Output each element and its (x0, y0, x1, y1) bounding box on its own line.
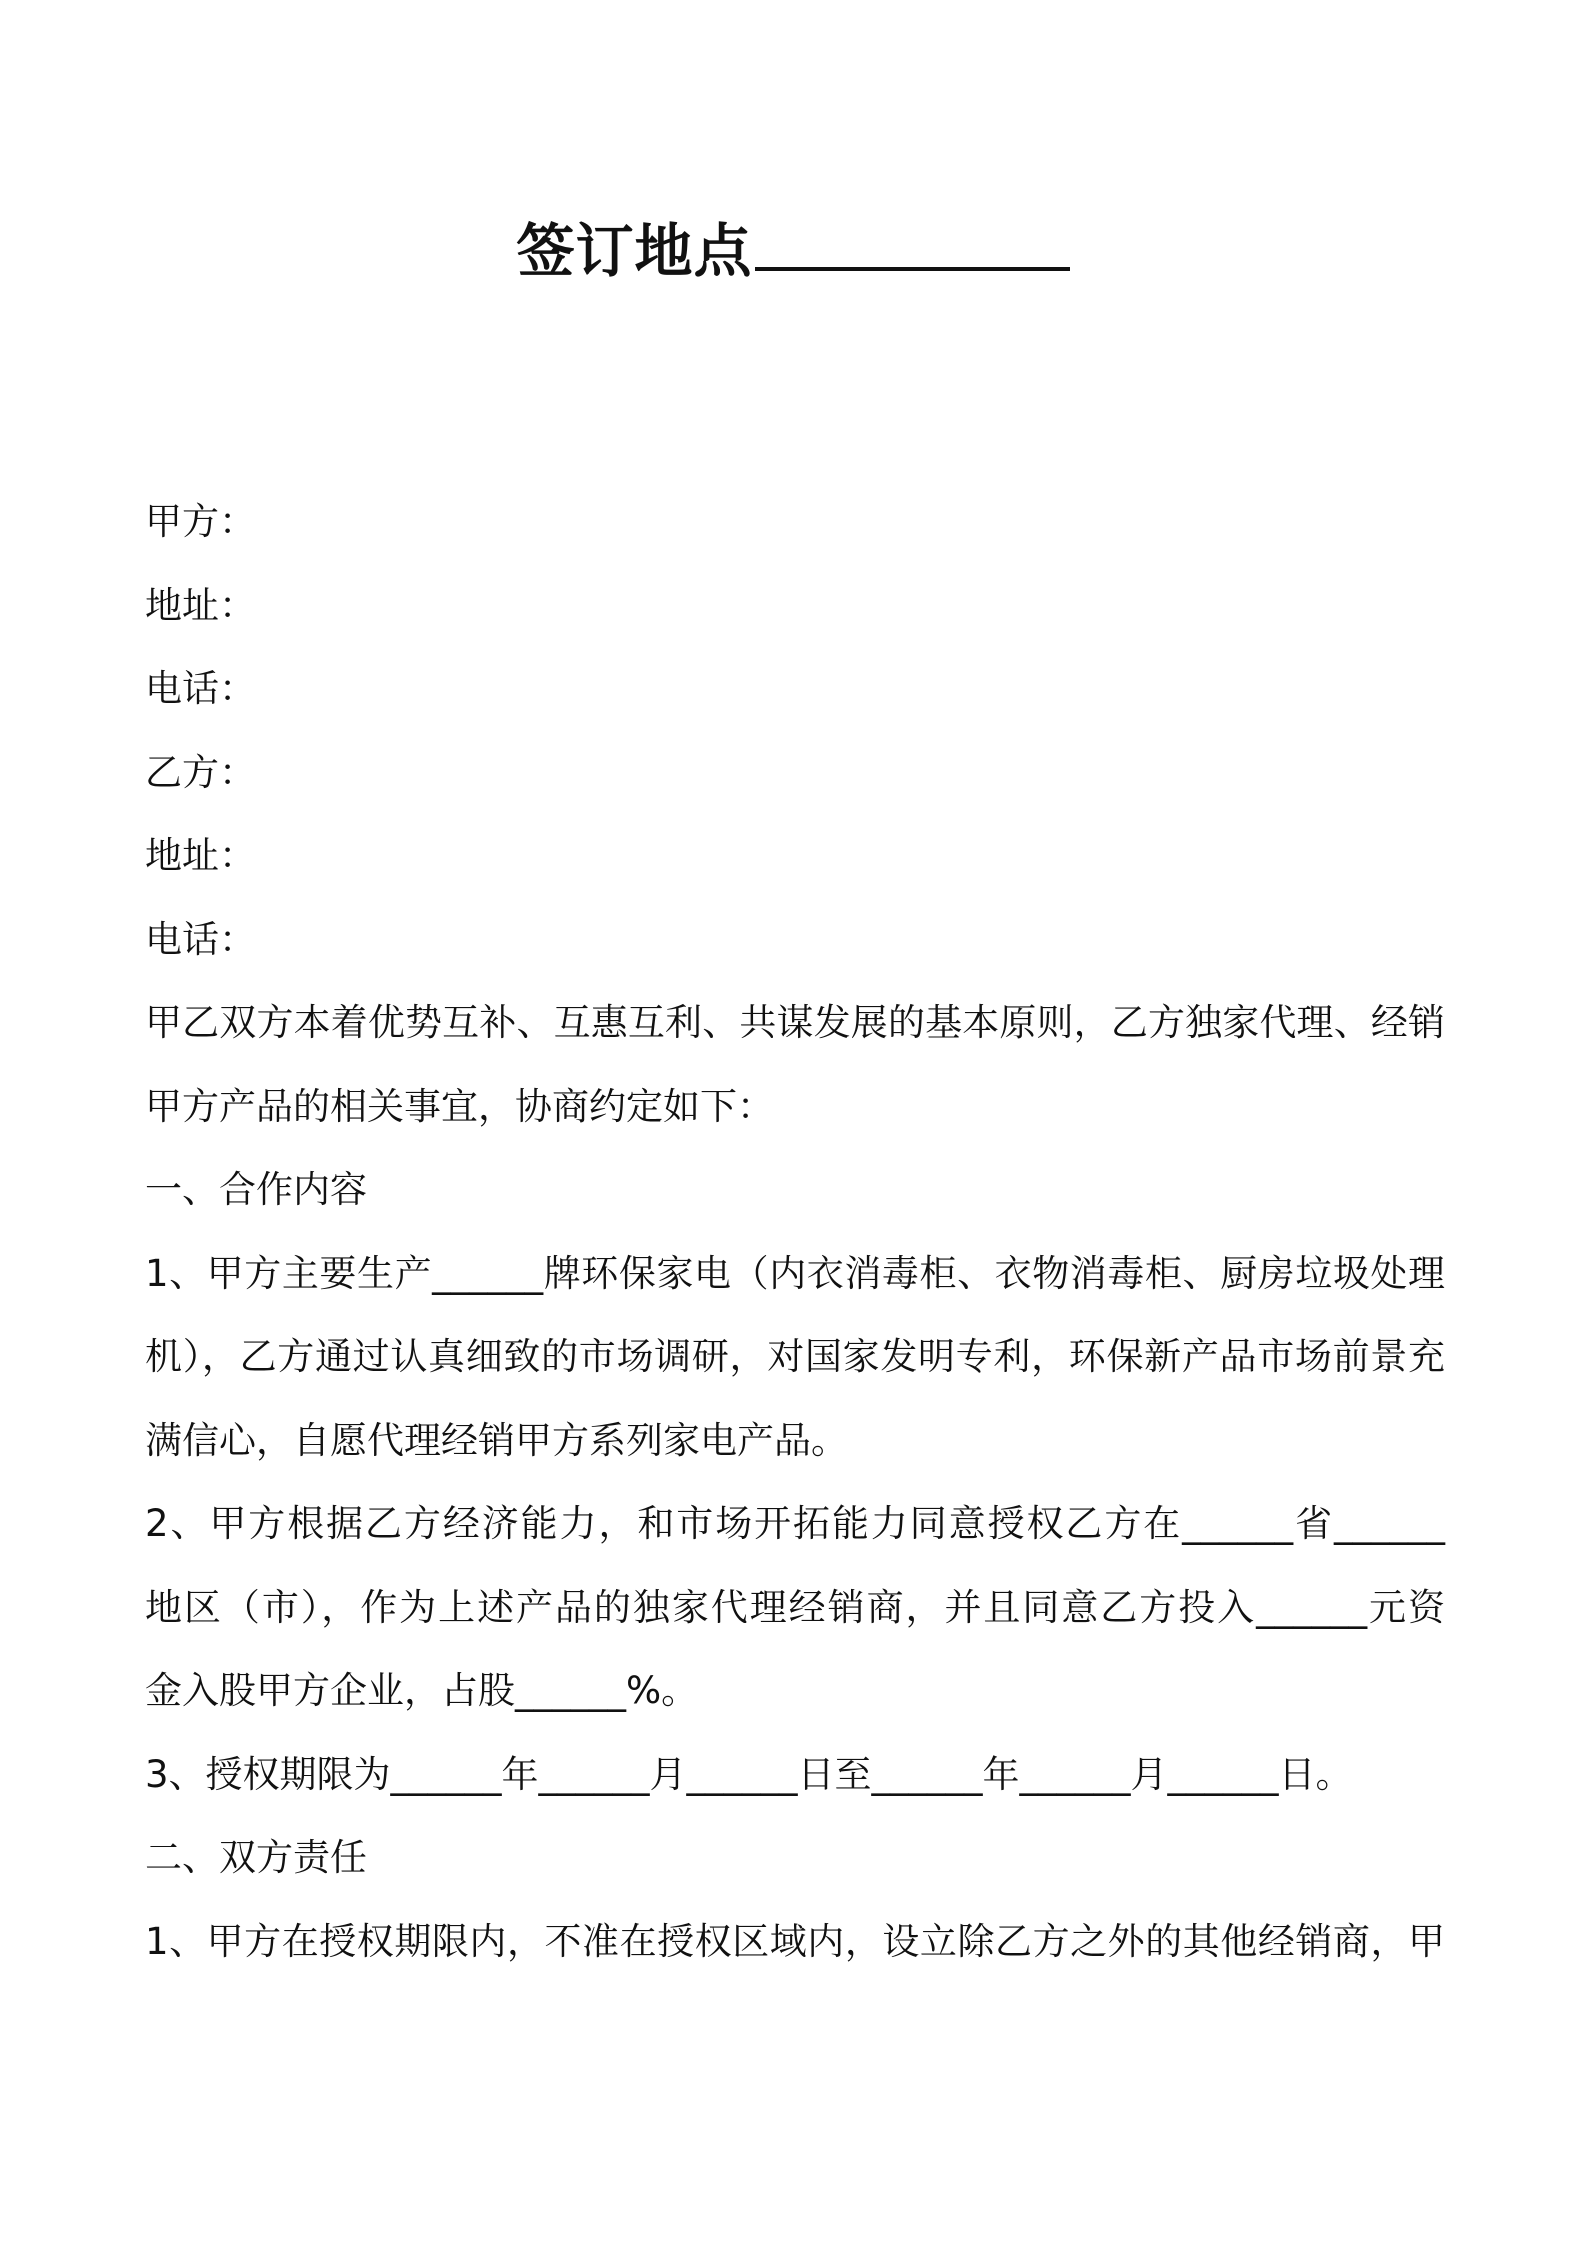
section-heading-cooperation: 一、合作内容 (145, 1168, 367, 1211)
clause-2-line-2: 地区（市），作为上述产品的独家代理经销商，并且同意乙方投入______元资 (145, 1585, 1445, 1629)
title-blank-line (755, 205, 1070, 271)
document-body (145, 480, 1445, 1983)
document-title (0, 205, 1586, 296)
clause-1-line-3: 满信心，自愿代理经销甲方系列家电产品。 (145, 1418, 848, 1462)
party-b-address-label: 地址： (145, 834, 256, 877)
party-b-phone-label: 电话： (145, 917, 256, 961)
preamble-line-2: 甲方产品的相关事宜，协商约定如下： (145, 1084, 774, 1128)
clause-1-line-1: 1、甲方主要生产______牌环保家电（内衣消毒柜、衣物消毒柜、厨房垃圾处理 (145, 1251, 1445, 1295)
clause-1-line-2: 机），乙方通过认真细致的市场调研，对国家发明专利，环保新产品市场前景充 (145, 1335, 1445, 1378)
clause-2-line-1: 2、甲方根据乙方经济能力，和市场开拓能力同意授权乙方在______省______ (145, 1502, 1445, 1545)
title-text: 签订地点 (516, 217, 753, 285)
party-a-address-label: 地址： (145, 583, 256, 627)
clause-3-line-1: 3、授权期限为______年______月______日至______年______月______日。 (145, 1752, 1353, 1796)
preamble-line-1: 甲乙双方本着优势互补、互惠互利、共谋发展的基本原则，乙方独家代理、经销 (145, 1001, 1445, 1044)
responsibility-1-line-1: 1、甲方在授权期限内，不准在授权区域内，设立除乙方之外的其他经销商，甲 (145, 1919, 1445, 1963)
party-b-label: 乙方： (145, 750, 256, 794)
party-a-label: 甲方： (145, 500, 256, 543)
section-heading-responsibilities: 二、双方责任 (145, 1836, 367, 1879)
clause-2-line-3: 金入股甲方企业，占股______%。 (145, 1669, 699, 1712)
party-a-phone-label: 电话： (145, 667, 256, 710)
